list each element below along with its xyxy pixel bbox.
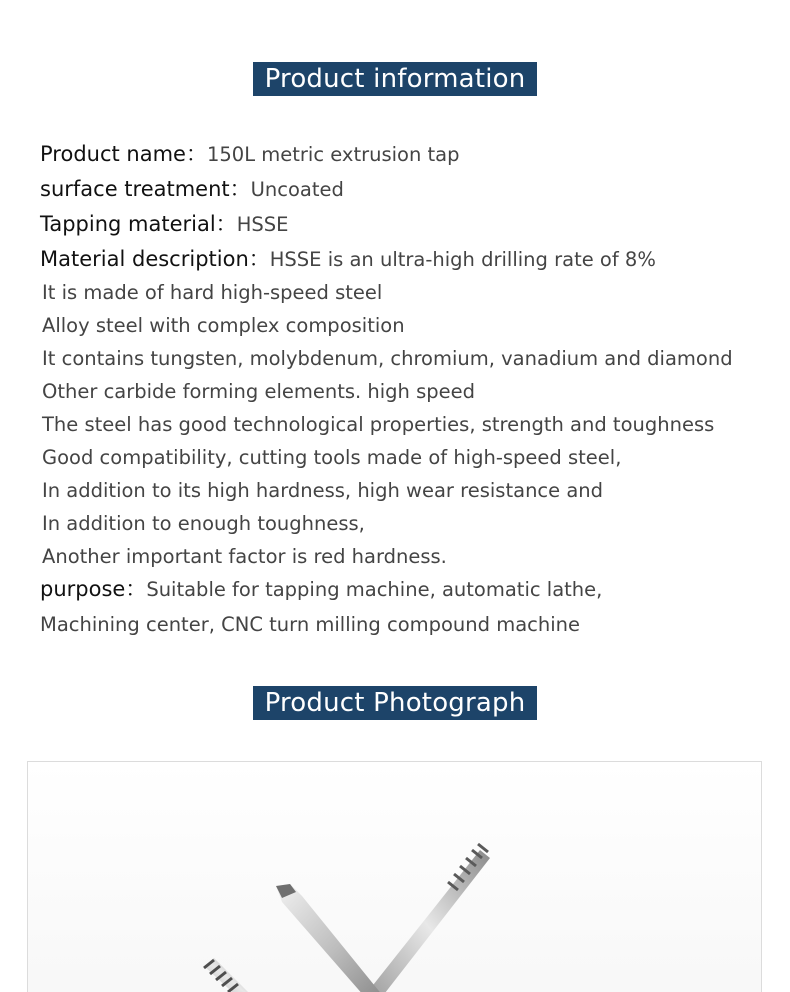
material-description-line: In addition to enough toughness, — [42, 512, 365, 535]
material-description-line: It contains tungsten, molybdenum, chromium, vanadium and diamond — [42, 347, 733, 370]
tapping-material-value: HSSE — [236, 213, 289, 236]
product-photograph-heading: Product Photograph — [253, 686, 538, 720]
surface-treatment-value: Uncoated — [250, 178, 344, 201]
material-description-line: Good compatibility, cutting tools made of high-speed steel, — [42, 446, 622, 469]
product-information-heading: Product information — [253, 62, 538, 96]
extrusion-tap-icon — [28, 762, 761, 992]
product-name-label: Product name： — [40, 142, 207, 166]
purpose-row — [40, 573, 770, 608]
surface-treatment-row — [40, 173, 770, 208]
product-name-value: 150L metric extrusion tap — [206, 143, 460, 166]
tap-left-body — [276, 884, 396, 992]
tapping-material-label: Tapping material： — [40, 212, 237, 236]
purpose-continuation: Machining center, CNC turn milling compound machine — [40, 613, 581, 636]
purpose-label: purpose： — [40, 577, 147, 601]
material-description-line: The steel has good technological properties, strength and toughness — [42, 413, 715, 436]
product-name-row — [40, 138, 770, 173]
product-info-block — [40, 138, 770, 641]
section-title-product-information — [0, 62, 790, 96]
purpose-value: Suitable for tapping machine, automatic lathe, — [146, 578, 603, 601]
material-description-label: Material description： — [40, 247, 270, 271]
tap-right-shank — [366, 844, 490, 992]
material-description-line: Other carbide forming elements. high speed — [42, 380, 476, 403]
material-description-value: HSSE is an ultra-high drilling rate of 8% — [269, 248, 656, 271]
material-description-line: In addition to its high hardness, high wear resistance and — [42, 479, 604, 502]
material-description-line: It is made of hard high-speed steel — [42, 281, 383, 304]
product-photo — [27, 761, 762, 992]
tapping-material-row — [40, 208, 770, 243]
tap-lower-thread — [204, 958, 268, 992]
material-description-row — [40, 243, 770, 276]
material-description-line: Alloy steel with complex composition — [42, 314, 405, 337]
section-title-product-photograph — [0, 686, 790, 720]
material-description-line: Another important factor is red hardness. — [42, 545, 447, 568]
surface-treatment-label: surface treatment： — [40, 177, 251, 201]
